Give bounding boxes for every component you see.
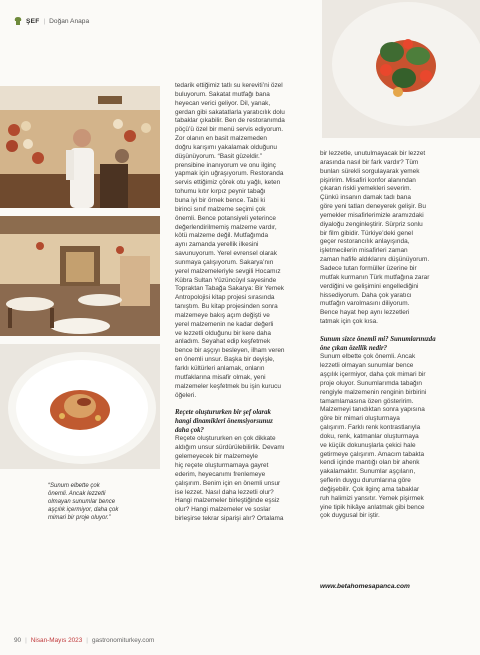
text-line: ve küçük dokunuşlarla çekici hale (320, 441, 416, 449)
text-line: Kübra Sultan Yüzüncüyıl sayesinde (175, 276, 277, 284)
text-line: doğru karışımı yakalamak olduğunu (175, 143, 277, 151)
text-line: çalışırım. Farklı renk kontrastlarıyla (320, 424, 421, 432)
heading-line: Reçete oluştururken bir şef olarak (175, 409, 271, 417)
header-separator: | (43, 17, 46, 25)
text-line: bir lezzetle, unutulmayacak bir lezzet (320, 150, 426, 157)
footer-separator: | (25, 637, 27, 644)
text-line: yemekler misafirlerimizle aramızdaki (320, 211, 424, 219)
text-line: değerlendirilmemiş malzeme vardır, (175, 223, 277, 231)
text-line: değişebilir. Çok ilginç ama tabaklar (320, 485, 420, 493)
text-line: Sunum elbette çok önemli. Ancak (320, 353, 416, 361)
text-line: düşünüyorum. “Basit güzeldir.” (175, 152, 262, 160)
dining-room-photo (0, 216, 160, 336)
text-line: farklı kültürleri anlamak, onların (175, 365, 265, 372)
text-line: gelemeyecek bir malzemeyle (175, 453, 259, 461)
text-line: aynı zamanda yerellik ilkesini (175, 241, 259, 249)
paragraph (320, 353, 470, 521)
text-line: çalışırım. Benim için en önemli unsur (175, 479, 281, 487)
text-line: hiç reçete oluşturmamaya gayret (175, 462, 269, 470)
text-line: bir film gibidir. Türkiye’deki genel (320, 229, 413, 237)
quote-line: mimari bir proje oluyor.” (48, 515, 111, 521)
text-line: ederim, heyecanımı frenlemeye (175, 470, 266, 478)
text-line: bunları sürekli sorgulayarak yemek (320, 167, 420, 175)
text-line: Reçete oluştururken en çok dikkate (175, 435, 276, 443)
text-line: önemli. Bence potansiyeli yeterince (175, 214, 276, 222)
quote-line: önemli. Ancak lezzetli (48, 491, 106, 497)
text-line: buluyorum. Sakatat mutfağı bana (175, 90, 270, 98)
page-footer (14, 637, 154, 644)
heading-line: Sunum sizce önemli mi? Sunumlarınızda (320, 335, 436, 343)
text-line: anladım. Seyahat edip keşfetmek (175, 338, 271, 346)
text-line: rengiyle malzemenin renginin birbirini (320, 388, 427, 396)
text-line: ise lezzet. Nasıl daha lezzetli olur? (175, 488, 274, 496)
text-line: malzemeler keşfetmek bu işin kurucu (175, 382, 281, 390)
text-line: tohumu kıtır kırpız peynir tabağı (175, 188, 266, 196)
website-link[interactable]: www.betahomesapanca.com (320, 583, 410, 590)
issue-date: Nisan-Mayıs 2023 (30, 637, 83, 644)
text-line: heyecan verici geliyor. Dil, yanak, (175, 99, 271, 107)
text-line: Topraktan Tabağa Sakarya: Bir Yemek (175, 285, 285, 293)
text-line: tamamlamasına özen gösteririm. (320, 397, 414, 405)
text-line: göre yeni tatları deneyerek gelişir. Bu (320, 203, 426, 211)
text-line: mutfaklarına misafir olmak, yeni (175, 373, 266, 381)
green-plate-photo (322, 0, 480, 138)
text-line: getirmeye çalışırım. Amacım tabakta (320, 450, 425, 458)
text-line: savunuyorum. Yerel evrensel olarak (175, 250, 277, 258)
text-line: buna iyi bir örnek bence. Tabi ki (175, 196, 266, 204)
section-heading (320, 336, 470, 353)
text-line: hissediyorum. Daha çok yaratıcı (320, 291, 412, 299)
text-line: yine tipik hikâye anlatmak gibi bence (320, 503, 425, 511)
gourmet-plate-photo (0, 344, 160, 469)
text-line: gerdan gibi sakatatlarla yaratıcılık dolu (175, 108, 285, 116)
text-line: verdiğini ve gelişimini engellediğini (320, 282, 419, 290)
text-line: birleşirse tekrar siparişi alır? Ortalama (175, 515, 284, 523)
site-name: gastronomiturkey.com (91, 637, 155, 644)
article-column-right (320, 150, 470, 521)
text-line: olur? Hangi malzemeler ve soslar (175, 506, 271, 514)
article-column-middle (175, 82, 315, 524)
text-line: tedarik ettiğimiz tatlı su kereviti’ni özel (175, 82, 283, 89)
text-line: birinci sınıf malzeme seçimi çok (175, 205, 266, 213)
quote-line: aşçılık içermiyor, daha çok (48, 507, 119, 513)
heading-line: hangi dinamikleri önemsiyorsunuz (175, 418, 273, 426)
paragraph (175, 435, 315, 523)
text-line: mutfağın varolmasını diliyorum. (320, 300, 410, 308)
chef-hat-icon (14, 16, 22, 26)
paragraph (175, 82, 315, 400)
text-line: Çünkü insanın damak tadı bana (320, 194, 411, 202)
text-line: Antropolojisi kitap projesi sırasında (175, 294, 275, 302)
text-line: sunmaya çalışıyorum. Sakarya’nın (175, 258, 274, 266)
text-line: şeflerin duygu durumlarına göre (320, 477, 411, 485)
section-heading (175, 409, 315, 435)
text-line: aşçılık içermiyor, daha çok mimari bir (320, 370, 426, 378)
text-line: proje oluyor. Sunumlarımda tabağın (320, 379, 422, 387)
text-line: ve lezzetli olduğunu bir kere daha (175, 329, 271, 337)
text-line: çıkaran riskli yemekleri severim. (320, 185, 412, 193)
text-line: arasında nasıl bir fark vardır? Tüm (320, 158, 419, 166)
text-line: işletmecilerin misafirleri zaman (320, 247, 408, 255)
text-line: ruh halimizi yansıtır. Yemek pişirmek (320, 494, 424, 502)
text-line: Bence hayat hep aynı lezzetleri (320, 309, 410, 317)
text-line: Zor olanın en basit malzemeden (175, 135, 267, 143)
text-line: tanıştım. Bu kitap projesinden sonra (175, 303, 278, 311)
section-label: ŞEF (26, 17, 40, 25)
text-line: aldığım unsur sürdürülebilirlik. Devamı (175, 444, 285, 452)
text-line: öğeleri. (175, 391, 197, 399)
text-line: tatmak için çok kısa. (320, 318, 378, 326)
quote-line: “Sunum elbette çok (48, 483, 100, 489)
text-line: prensibine inanıyorum ve onu ilginç (175, 161, 276, 169)
text-line: yakalamaktır. Sunumlar aşçıların, (320, 468, 416, 476)
text-line: zaman hafife aldıklarını düşünüyorum. (320, 256, 430, 264)
text-line: yapmak için uğraşıyorum. Restoranda (175, 170, 284, 178)
text-line: geçer restorancılık anlayışında, (320, 238, 410, 246)
quote-line: olmayan sunumlar bence (48, 499, 116, 505)
page-header (14, 13, 89, 29)
text-line: göre bir mimari oluşturmaya (320, 415, 400, 423)
footer-separator: | (86, 637, 88, 644)
text-line: pöçü’ü özel bir menü servis ediyorum. (175, 126, 284, 134)
paragraph (320, 150, 470, 327)
text-line: diyaloğu zenginleştirir. Sürpriz sonlu (320, 220, 423, 228)
text-line: tabaklar çıkabilir. Ben de restoranımda (175, 117, 285, 125)
text-line: Malzemeyi tanıdıktan sonra yapısına (320, 406, 425, 414)
text-line: Sadece tutan formüller üzerine bir (320, 264, 417, 272)
text-line: malzemeye bakış açım değişti ve (175, 311, 270, 319)
text-line: doku, renk, katmanlar oluşturmaya (320, 432, 419, 440)
text-line: Hangi malzemeler birleştiğinde eşsiz (175, 497, 280, 505)
text-line: mutfak kurmanın Türk mutfağına zarar (320, 273, 430, 281)
text-line: çok duygusal bir iştir. (320, 512, 380, 520)
text-line: en önemli unsur. Başka bir deyişle, (175, 356, 275, 364)
heading-line: daha çok? (175, 426, 204, 434)
text-line: kendi içinde mantığı olan bir ahenk (320, 459, 420, 467)
text-line: lezzetli olmayan sunumlar bence (320, 362, 414, 370)
text-line: pişiririm. Misafiri konfor alanından (320, 176, 416, 184)
text-line: yerel malzemeleriyle sevgili Hocamız (175, 267, 281, 275)
text-line: bence bir aşçıyı besleyen, ilham veren (175, 347, 285, 355)
heading-line: öne çıkan özellik nedir? (320, 344, 388, 352)
text-line: kötü malzeme değil. Mutfağımda (175, 232, 269, 240)
author-name: Doğan Anapa (49, 17, 90, 25)
page-number: 90 (14, 637, 22, 644)
pull-quote (48, 482, 158, 522)
text-line: yerel malzemenin ne kadar değerli (175, 320, 274, 328)
text-line: servis ettiğimiz çörek otu yağlı, keten (175, 179, 281, 187)
chef-in-restaurant-photo (0, 86, 160, 208)
